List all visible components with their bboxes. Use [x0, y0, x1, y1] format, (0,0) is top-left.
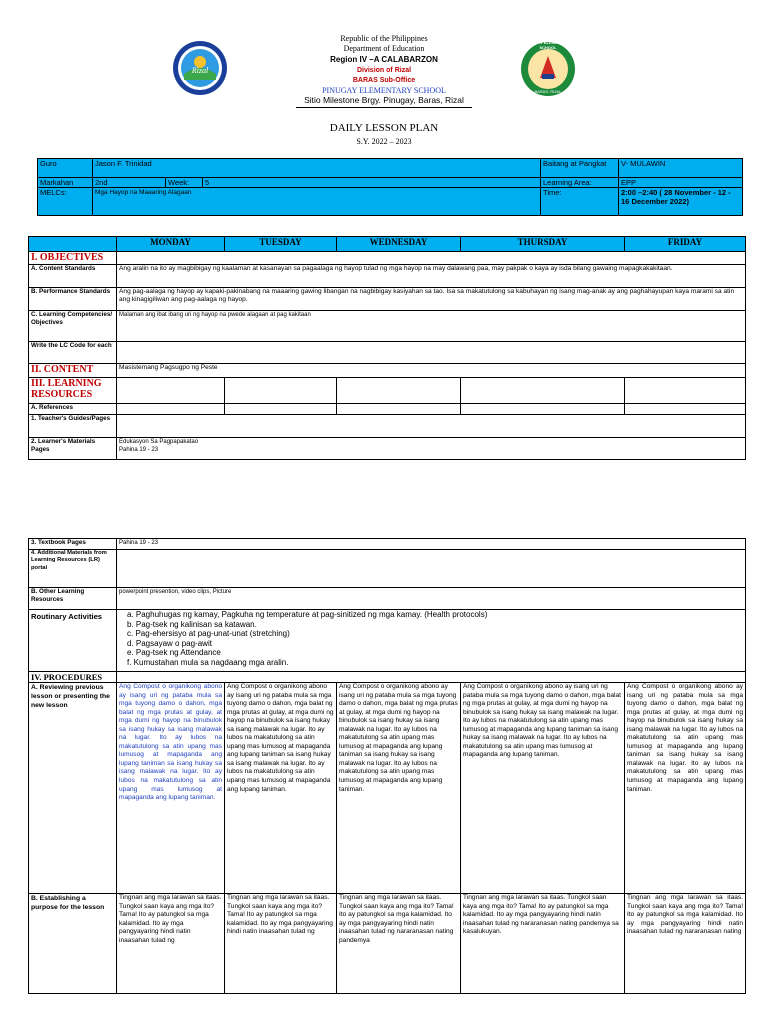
establishing-thursday: Tingnan ang mga larawan sa itaas. Tungkol saan kaya ang mga ito? Tama! Ito ay patungkol sa mga kalamidad. Ito ay mga pangyayaring hindi natin inaasahan tulad ng nararanasan nating pandemya sa kasalukuyan. [461, 894, 625, 994]
header-school: PINUGAY ELEMENTARY SCHOOL [322, 86, 446, 95]
day-header-friday: FRIDAY [625, 237, 746, 252]
learner-materials-line2: Pahina 19 - 23 [119, 447, 159, 454]
textbook-label: 3. Textbook Pages [29, 539, 117, 550]
dlp-table-page2 [28, 538, 746, 994]
performance-standards-value: Ang pag-aalaga ng hayop ay kapaki-pakinabang na maaaring gawing libangan na nagbibigay kasiyahan sa tao. Isa sa makatutulong sa kabuhayan ng isang mag-anak ay ang paghahayupan kaya marami sa atin ang kinagigiliwan ang pag-aalaga ng hayop. [117, 288, 746, 311]
reviewing-monday: Ang Compost o organikong abono ay isang uri ng pataba mula sa mga tuyong damo o dahon, mga balat ng mga prutas at gulay, at mga dumi ng hayop na binubulok sa isang hukay sa isang malawak na lugar. Ito ay lubos na makatutulong sa atin upang mas lumusog at mapaganda ang lupang taniman sa isang hukay sa isang malawak na lugar. Ito ay lubos na makatutulong sa atin upang mas lumusog at mapaganda ang lupang taniman. [117, 683, 225, 894]
content-standards-label: A. Content Standards [29, 265, 117, 288]
header-division: Division of Rizal [356, 67, 412, 74]
procedures-blank [117, 672, 746, 683]
establishing-monday: Tingnan ang mga larawan sa itaas. Tungkol saan kaya ang mga ito? Tama! Ito ay patungkol sa mga kalamidad. Ito ay mga pangyayaring hindi natin inaasahan tulad ng [117, 894, 225, 994]
objectives-heading: I. OBJECTIVES [29, 252, 117, 265]
day-header-monday: MONDAY [117, 237, 225, 252]
performance-standards-label: B. Performance Standards [29, 288, 117, 311]
establishing-label: B. Establishing a purpose for the lesson [29, 894, 117, 994]
objectives-blank [117, 252, 746, 265]
competencies-value: Malaman ang ibat ibang uri ng hayop na pwede alagaan at pag kakitaan [117, 311, 746, 342]
content-heading: II. CONTENT [29, 364, 117, 378]
routinary-list [117, 610, 746, 672]
lc-code-value [117, 342, 746, 364]
day-header-tuesday: TUESDAY [225, 237, 337, 252]
references-cell-wednesday [337, 404, 461, 415]
content-value: Masistemang Pagsugpo ng Peste [117, 364, 746, 378]
reviewing-thursday: Ang Compost o organikong abono ay isang uri ng pataba mula sa mga tuyong damo o dahon, mga balat ng mga prutas at gulay, at mga dumi ng hayop na binubulok sa isang hukay sa isang malawak na lugar. Ito ay lubos na makatutulong sa atin upang mas lumusog at mapaganda ang lupang taniman sa isang hukay sa isang malawak na lugar. Ito ay lubos na makatutulong sa atin upang mas lumusog at mapaganda ang lupang taniman. [461, 683, 625, 894]
day-header-thursday: THURSDAY [461, 237, 625, 252]
school-year: S.Y. 2022 – 2023 [356, 137, 412, 146]
svg-text:Rizal: Rizal [191, 66, 209, 75]
establishing-tuesday: Tingnan ang mga larawan sa itaas. Tungkol saan kaya ang mga ito? Tama! Ito ay patungkol sa mga kalamidad. Ito ay mga pangyayaring hindi natin inaasahan tulad ng [225, 894, 337, 994]
reviewing-label: A. Reviewing previous lesson or presenting the new lesson [29, 683, 117, 894]
resources-cell-wednesday [337, 378, 461, 404]
week-value: 5 [203, 178, 541, 188]
melcs-value: Mga Hayop na Maaaring Alagaan [93, 188, 541, 216]
area-value: EPP [619, 178, 743, 188]
markahan-label: Markahan [38, 178, 93, 188]
resources-cell-thursday [461, 378, 625, 404]
routinary-item: a. Paghuhugas ng kamay, Pagkuha ng temperature at pag-sinitized ng mga kamay. (Health protocols) [127, 610, 488, 619]
learning-resources-heading: III. LEARNING RESOURCES [29, 378, 117, 404]
header-republic: Republic of the Philippines [340, 34, 428, 43]
references-cell-monday [117, 404, 225, 415]
routinary-item: b. Pag-tsek ng kalinisan sa katawan. [127, 619, 257, 629]
additional-materials-value [117, 550, 746, 588]
reviewing-friday: Ang Compost o organikong abono ay isang uri ng pataba mula sa mga tuyong damo o dahon, mga balat ng mga prutas at gulay, at mga dumi ng hayop na binubulok sa isang hukay sa isang malawak na lugar. Ito ay lubos na makatutulong sa atin upang mas lumusog at mapaganda ang lupang taniman sa isang hukay sa isang malawak na lugar. Ito ay lubos na makatutulong sa atin upang mas lumusog at mapaganda ang lupang taniman. [625, 683, 746, 894]
references-cell-thursday [461, 404, 625, 415]
guro-label: Guro [38, 159, 93, 178]
school-logo-text: PINUGAY ELEMENTARY SCHOOL [524, 40, 571, 50]
day-header-wednesday: WEDNESDAY [337, 237, 461, 252]
header-deped: Department of Education [343, 44, 425, 53]
learner-materials-label: 2. Learner's Materials Pages [29, 438, 117, 460]
guro-value: Jason F. Trinidad [93, 159, 541, 178]
learner-materials-value [117, 438, 746, 460]
reviewing-tuesday: Ang Compost o organikong abono ay isang uri ng pataba mula sa mga tuyong damo o dahon, mga balat ng mga prutas at gulay, at mga dumi ng hayop na binubulok sa isang hukay sa isang malawak na lugar. Ito ay lubos na makatutulong sa atin upang mas lumusog at mapaganda ang lupang taniman sa isang hukay sa isang malawak na lugar. Ito ay lubos na makatutulong sa atin upang mas lumusog at mapaganda ang lupang taniman. [225, 683, 337, 894]
melcs-label: MELCs: [38, 188, 93, 216]
baitang-value: V- MULAWIN [619, 159, 743, 178]
establishing-friday: Tingnan ang mga larawan sa itaas. Tungkol saan kaya ang mga ito? Tama! Ito ay patungkol sa mga kalamidad. Ito ay mga pangyayaring hindi natin inaasahan tulad ng nararanasan nating [625, 894, 746, 994]
resources-cell-friday [625, 378, 746, 404]
routinary-item: d. Pagsayaw o pag-awit [127, 638, 212, 648]
references-cell-friday [625, 404, 746, 415]
info-table [37, 158, 743, 216]
teacher-guides-value [117, 415, 746, 438]
lc-code-label: Write the LC Code for each [29, 342, 117, 364]
competencies-label: C. Learning Competencies/ Objectives [29, 311, 117, 342]
school-logo-sub: BARAS, RIZAL [534, 89, 562, 94]
teacher-guides-label: 1. Teacher's Guides/Pages [29, 415, 117, 438]
establishing-wednesday: Tingnan ang mga larawan sa itaas. Tungkol saan kaya ang mga ito? Tama! Ito ay patungkol sa mga kalamidad. Ito ay mga pangyayaring hindi natin inaasahan tulad ng nararanasan nating pandemya [337, 894, 461, 994]
learner-materials-line1: Edukasyon Sa Pagpapakatao [119, 439, 199, 445]
other-resources-label: B. Other Learning Resources [29, 588, 117, 610]
week-label: Week: [166, 178, 203, 188]
day-header-blank [29, 237, 117, 252]
routinary-item: f. Kumustahan mula sa nagdaang mga aralin. [127, 657, 289, 667]
time-label: Time: [541, 188, 619, 216]
page-title: DAILY LESSON PLAN [329, 122, 439, 134]
reviewing-wednesday: Ang Compost o organikong abono ay isang uri ng pataba mula sa mga tuyong damo o dahon, mga balat ng mga prutas at gulay, at mga dumi ng hayop na binubulok sa isang hukay sa isang malawak na lugar. Ito ay lubos na makatutulong sa atin upang mas lumusog at mapaganda ang lupang taniman sa isang hukay sa isang malawak na lugar. Ito ay lubos na makatutulong sa atin upang mas lumusog at mapaganda ang lupang taniman. [337, 683, 461, 894]
header-address: Sitio Milestone Brgy. Pinugay, Baras, Rizal [304, 95, 464, 105]
content-standards-value: Ang aralin na ito ay magbibigay ng kaalaman at kasanayan sa pagaalaga ng hayop tulad ng mga hayop na may dalawang paa, may pakpak o kaya ay isda bilang gawaing mapagkakakitaan. [117, 265, 746, 288]
area-label: Learning Area: [541, 178, 619, 188]
dlp-table-page1 [28, 236, 746, 460]
routinary-item: e. Pag-tsek ng Attendance [127, 648, 221, 658]
markahan-value: 2nd [93, 178, 166, 188]
header-region: Region IV –A CALABARZON [330, 55, 438, 64]
header-suboffice: BARAS Sub-Office [352, 77, 416, 84]
references-label: A. References [29, 404, 117, 415]
time-value: 2:00 –2:40 ( 28 November - 12 - 16 December 2022) [619, 188, 743, 216]
references-cell-tuesday [225, 404, 337, 415]
textbook-value: Pahina 19 - 23 [117, 539, 746, 550]
resources-cell-tuesday [225, 378, 337, 404]
procedures-heading: IV. PROCEDURES [29, 672, 117, 683]
resources-cell-monday [117, 378, 225, 404]
other-resources-value: powerpoint presention, video clips, Picture [117, 588, 746, 610]
routinary-label: Routinary Activities [29, 610, 117, 672]
additional-materials-label: 4. Additional Materials from Learning Resources (LR) portal [29, 550, 117, 588]
baitang-label: Baitang at Pangkat [541, 159, 619, 178]
routinary-item: c. Pag-ehersisyo at pag-unat-unat (stretching) [127, 629, 290, 639]
header-divider [296, 107, 472, 108]
